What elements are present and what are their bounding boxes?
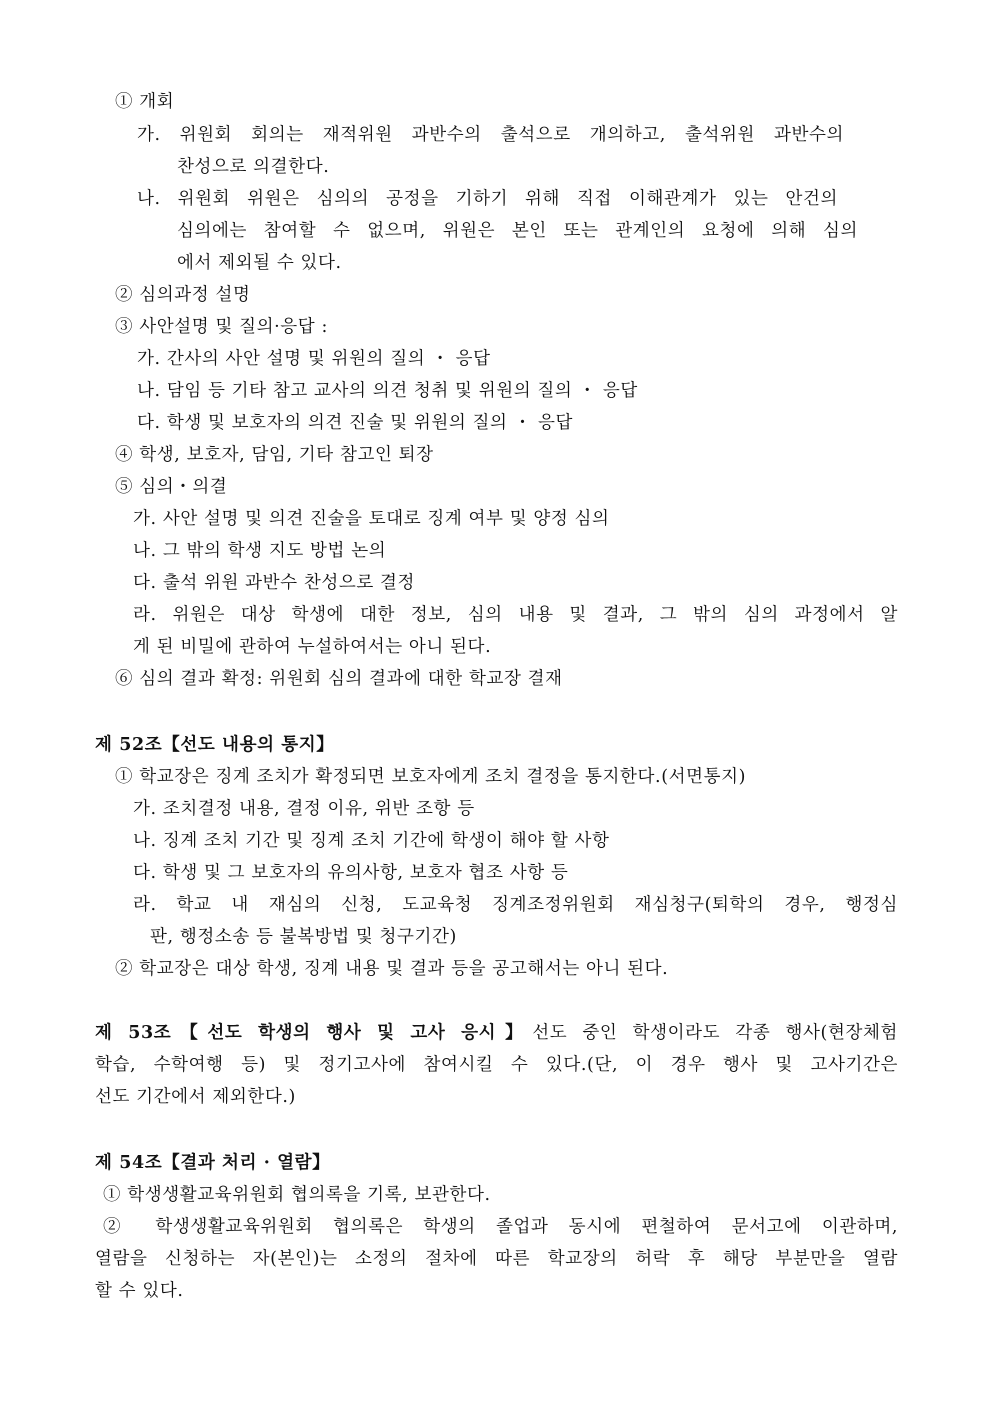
item-5-title: ⑤ 심의・의결 xyxy=(115,477,228,497)
item-5-a: 가. 사안 설명 및 의견 진술을 토대로 징계 여부 및 양정 심의 xyxy=(133,509,610,529)
item-5-d-line1: 라. 위원은 대상 학생에 대한 정보, 심의 내용 및 결과, 그 밖의 심의 과정에서 알 xyxy=(133,605,898,625)
item-3-a: 가. 간사의 사안 설명 및 위원의 질의 ・ 응답 xyxy=(137,349,491,369)
article-52-item-1: ① 학교장은 징계 조치가 확정되면 보호자에게 조치 결정을 통지한다.(서면통지) xyxy=(115,767,747,787)
article-54-item-2-line1: ② 학생생활교육위원회 협의록은 학생의 졸업과 동시에 편철하여 문서고에 이관하며, xyxy=(103,1217,898,1237)
article-54-item-2-line2: 열람을 신청하는 자(본인)는 소정의 절차에 따른 학교장의 허락 후 해당 부분만을 열람 xyxy=(95,1249,898,1269)
item-5-b: 나. 그 밖의 학생 지도 방법 논의 xyxy=(133,541,387,561)
article-52-item-1-c: 다. 학생 및 그 보호자의 유의사항, 보호자 협조 사항 등 xyxy=(133,863,569,883)
item-5-d-line2: 게 된 비밀에 관하여 누설하여서는 아니 된다. xyxy=(133,637,492,657)
item-3-title: ③ 사안설명 및 질의·응답 : xyxy=(115,317,328,337)
item-4: ④ 학생, 보호자, 담임, 기타 참고인 퇴장 xyxy=(115,445,434,465)
item-1-b-line2: 심의에는 참여할 수 없으며, 위원은 본인 또는 관계인의 요청에 의해 심의 xyxy=(177,221,858,241)
item-1-a-line1: 가. 위원회 회의는 재적위원 과반수의 출석으로 개의하고, 출석위원 과반수의 xyxy=(137,125,844,145)
item-1-b-line1: 나. 위원회 위원은 심의의 공정을 기하기 위해 직접 이해관계가 있는 안건의 xyxy=(137,189,839,209)
article-53-line3: 선도 기간에서 제외한다.) xyxy=(95,1087,296,1107)
article-53-heading: 제 53조【선도 학생의 행사 및 고사 응시】 xyxy=(95,1023,533,1043)
item-2: ② 심의과정 설명 xyxy=(115,285,251,305)
item-3-b: 나. 담임 등 기타 참고 교사의 의견 청취 및 위원의 질의 ・ 응답 xyxy=(137,381,638,401)
article-52-item-1-b: 나. 징계 조치 기간 및 징계 조치 기간에 학생이 해야 할 사항 xyxy=(133,831,610,851)
article-54-heading: 제 54조【결과 처리 · 열람】 xyxy=(95,1153,331,1173)
article-52-item-1-d-line2: 판, 행정소송 등 불복방법 및 청구기간) xyxy=(150,927,457,947)
article-53-line1 xyxy=(95,1021,898,1045)
item-1-title: ① 개회 xyxy=(115,92,175,112)
article-54-item-1: ① 학생생활교육위원회 협의록을 기록, 보관한다. xyxy=(103,1185,491,1205)
article-52-item-1-a: 가. 조치결정 내용, 결정 이유, 위반 조항 등 xyxy=(133,799,475,819)
article-54-item-2-line3: 할 수 있다. xyxy=(95,1281,184,1301)
article-52-heading: 제 52조【선도 내용의 통지】 xyxy=(95,735,335,755)
item-5-c: 다. 출석 위원 과반수 찬성으로 결정 xyxy=(133,573,416,593)
article-52-item-1-d-line1: 라. 학교 내 재심의 신청, 도교육청 징계조정위원회 재심청구(퇴학의 경우, 행정심 xyxy=(133,895,898,915)
item-1-b-line3: 에서 제외될 수 있다. xyxy=(177,253,342,273)
article-52-item-2: ② 학교장은 대상 학생, 징계 내용 및 결과 등을 공고해서는 아니 된다. xyxy=(115,959,669,979)
item-1-a-line2: 찬성으로 의결한다. xyxy=(177,157,330,177)
item-3-c: 다. 학생 및 보호자의 의견 진술 및 위원의 질의 ・ 응답 xyxy=(137,413,573,433)
article-53-line2: 학습, 수학여행 등) 및 정기고사에 참여시킬 수 있다.(단, 이 경우 행사 및 고사기간은 xyxy=(95,1055,898,1075)
item-6: ⑥ 심의 결과 확정: 위원회 심의 결과에 대한 학교장 결재 xyxy=(115,669,563,689)
article-53-text-start: 선도 중인 학생이라도 각종 행사(현장체험 xyxy=(532,1023,898,1043)
